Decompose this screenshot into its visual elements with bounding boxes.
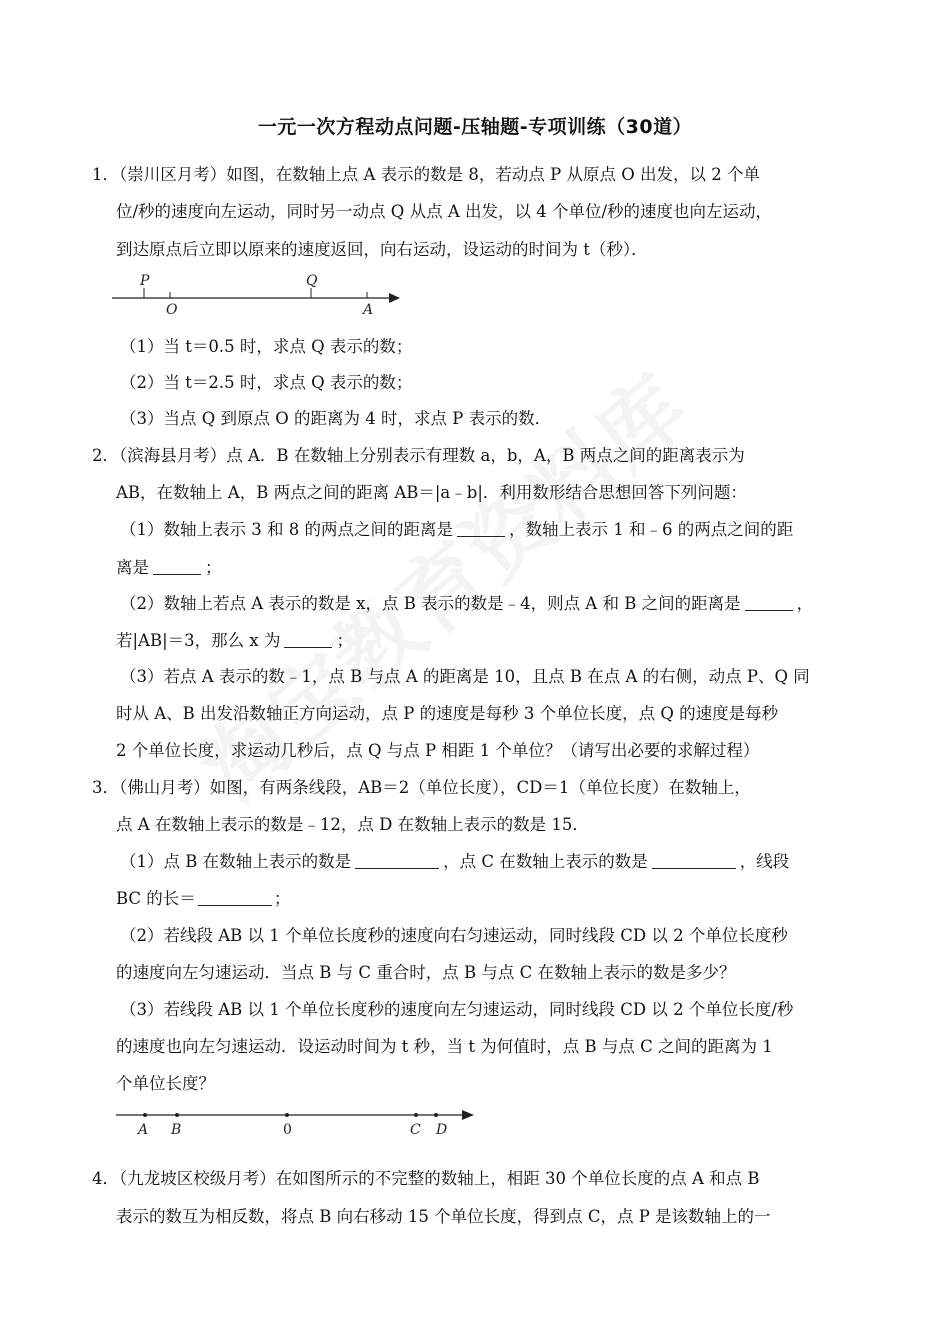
q2-sub-3-line-1: （3）若点 A 表示的数﹣1，点 B 与点 A 的距离是 10，且点 B 在点 A 的右侧，动点 P、Q 同 bbox=[120, 667, 810, 686]
answer-blank[interactable] bbox=[457, 520, 505, 537]
q3-sub-1-line-2: BC 的长＝ ； bbox=[116, 889, 291, 908]
q3-sub-3-line-1: （3）若线段 AB 以 1 个单位长度秒的速度向左匀速运动，同时线段 CD 以 2 个单位长度/秒 bbox=[120, 1000, 794, 1019]
q3-line-2: 点 A 在数轴上表示的数是﹣12，点 D 在数轴上表示的数是 15． bbox=[116, 815, 589, 834]
answer-blank[interactable] bbox=[745, 594, 793, 611]
q3-label-a: A bbox=[138, 1122, 149, 1138]
q2-sub-1-line-1: （1）数轴上表示 3 和 8 的两点之间的距离是 ，数轴上表示 1 和﹣6 的两点之间的距 bbox=[120, 520, 794, 539]
q1-label-q: Q bbox=[306, 273, 318, 289]
q1-line-1: 1．（崇川区月考）如图，在数轴上点 A 表示的数是 8，若动点 P 从原点 O 出发，以 2 个单 bbox=[92, 165, 760, 184]
answer-blank[interactable] bbox=[355, 852, 439, 869]
q2-line-2: AB，在数轴上 A，B 两点之间的距离 AB＝|a﹣b|．利用数形结合思想回答下列问题： bbox=[116, 483, 747, 502]
q3-line-1: 3．（佛山月考）如图，有两条线段，AB＝2（单位长度），CD＝1（单位长度）在数轴上， bbox=[92, 778, 751, 797]
q3-point-c bbox=[414, 1113, 418, 1117]
q1-axis-arrow bbox=[389, 293, 400, 303]
q1-sub-1: （1）当 t＝0.5 时，求点 Q 表示的数； bbox=[120, 337, 413, 356]
page-title: 一元一次方程动点问题-压轴题-专项训练（30道） bbox=[257, 116, 693, 138]
q3-point-b bbox=[175, 1113, 179, 1117]
q3-point-zero bbox=[285, 1113, 289, 1117]
q2-sub-3-line-2: 时从 A、B 出发沿数轴正方向运动，点 P 的速度是每秒 3 个单位长度，点 Q 的速度是每秒 bbox=[116, 704, 779, 723]
q1-line-3: 到达原点后立即以原来的速度返回，向右运动，设运动的时间为 t（秒）． bbox=[116, 240, 648, 259]
q3-label-b: B bbox=[171, 1122, 182, 1138]
q4-line-1: 4．（九龙坡区校级月考）在如图所示的不完整的数轴上，相距 30 个单位长度的点 A 和点 B bbox=[92, 1169, 760, 1188]
q1-number-line bbox=[110, 272, 410, 318]
q3-label-zero: 0 bbox=[283, 1122, 292, 1138]
q3-point-a bbox=[143, 1113, 147, 1117]
q1-label-o: O bbox=[166, 302, 178, 318]
answer-blank[interactable] bbox=[153, 558, 201, 575]
q2-sub-1-line-2: 离是 ； bbox=[116, 558, 222, 577]
q3-point-d bbox=[434, 1113, 438, 1117]
answer-blank[interactable] bbox=[284, 631, 332, 648]
q1-label-a: A bbox=[363, 302, 374, 318]
q2-sub-2-line-2: 若|AB|＝3，那么 x 为 ； bbox=[116, 631, 353, 650]
q2-sub-2-line-1: （2）数轴上若点 A 表示的数是 x，点 B 表示的数是﹣4，则点 A 和 B 之间的距离是 ， bbox=[120, 594, 814, 613]
q3-sub-3-line-3: 个单位长度？ bbox=[116, 1074, 215, 1093]
q3-label-d: D bbox=[436, 1122, 448, 1138]
q1-label-p: P bbox=[140, 273, 150, 289]
q3-sub-2-line-2: 的速度向左匀速运动．当点 B 与 C 重合时，点 B 与点 C 在数轴上表示的数是多少？ bbox=[116, 963, 736, 982]
q3-number-line bbox=[114, 1103, 484, 1141]
q1-sub-3: （3）当点 Q 到原点 O 的距离为 4 时，求点 P 表示的数． bbox=[120, 409, 552, 428]
q3-label-c: C bbox=[410, 1122, 421, 1138]
q4-line-2: 表示的数互为相反数，将点 B 向右移动 15 个单位长度，得到点 C，点 P 是该数轴上的一 bbox=[116, 1207, 771, 1226]
q3-sub-2-line-1: （2）若线段 AB 以 1 个单位长度秒的速度向右匀速运动，同时线段 CD 以 2 个单位长度秒 bbox=[120, 926, 788, 945]
q3-sub-1-line-1: （1）点 B 在数轴上表示的数是 ，点 C 在数轴上表示的数是 ，线段 bbox=[120, 852, 790, 871]
q1-sub-2: （2）当 t＝2.5 时，求点 Q 表示的数； bbox=[120, 373, 413, 392]
q3-axis-arrow bbox=[462, 1110, 474, 1120]
q2-sub-3-line-3: 2 个单位长度，求运动几秒后，点 Q 与点 P 相距 1 个单位？（请写出必要的求解过程） bbox=[116, 741, 760, 760]
answer-blank[interactable] bbox=[652, 852, 736, 869]
answer-blank[interactable] bbox=[198, 889, 272, 906]
q2-line-1: 2．（滨海县月考）点 A．B 在数轴上分别表示有理数 a，b，A，B 两点之间的距离表示为 bbox=[92, 446, 745, 465]
q1-line-2: 位/秒的速度向左运动，同时另一动点 Q 从点 A 出发，以 4 个单位/秒的速度也向左运动， bbox=[116, 202, 773, 221]
q3-sub-3-line-2: 的速度也向左匀速运动．设运动时间为 t 秒，当 t 为何值时，点 B 与点 C 之间的距离为 1 bbox=[116, 1037, 773, 1056]
